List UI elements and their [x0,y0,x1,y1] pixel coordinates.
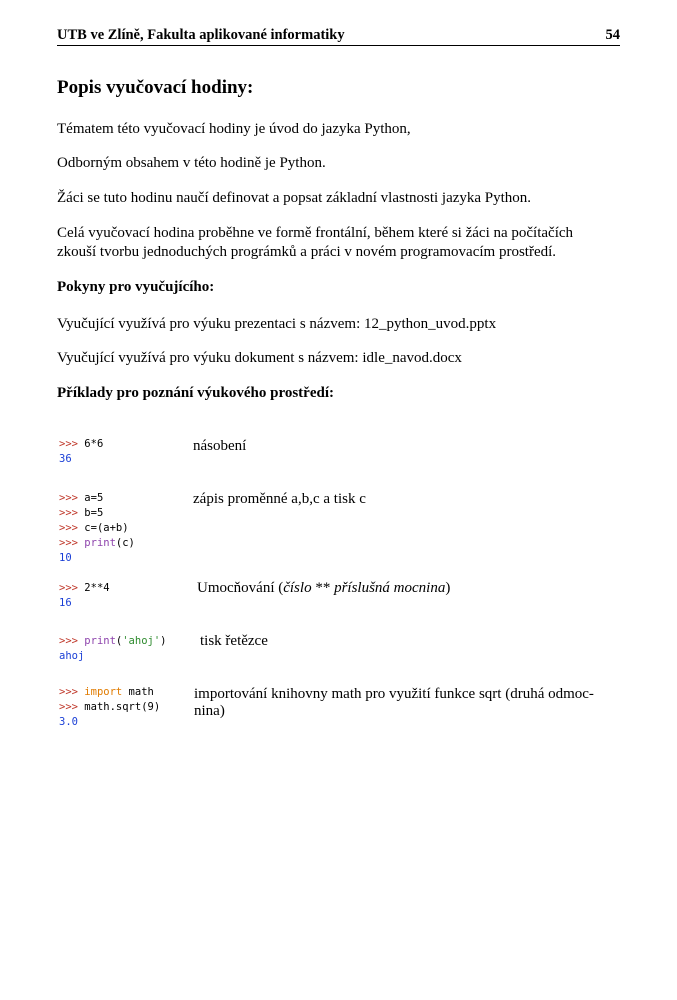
code-text: math [122,686,154,698]
code-output: ahoj [59,650,85,662]
pokyny-heading: Pokyny pro vyučujícího: [57,279,215,295]
prompt: >>> [59,701,85,713]
desc-line: nina) [194,703,225,719]
code-text: ( [115,635,123,647]
code-text: a=5 [84,492,104,504]
paragraph-goal: Žáci se tuto hodinu naučí definovat a popsat základní vlastnosti jazyka Python. [57,190,532,206]
code-builtin: print [84,537,116,549]
code-example-print-string [59,634,167,664]
pokyny-item-presentation: Vyučující využívá pro výuku prezentaci s názvem: 12_python_uvod.pptx [57,316,497,332]
desc-text: Umocňování ( [197,580,284,596]
code-output: 16 [59,597,72,609]
examples-heading: Příklady pro poznání výukového prostředí: [57,385,334,401]
code-builtin: print [84,635,116,647]
code-string: 'ahoj' [122,635,161,647]
prompt: >>> [59,522,85,534]
desc-text: ) [445,580,451,596]
desc-text: ** [311,580,335,596]
code-example-power [59,581,110,611]
desc-import [194,686,614,720]
paragraph-topic: Tématem této vyučovací hodiny je úvod do jazyka Python, [57,121,411,137]
paragraph-form-line1: Celá vyučovací hodina proběhne ve formě frontální, během které si žáci na počítačích [57,225,574,241]
code-example-variables [59,491,135,566]
code-text: c=(a+b) [84,522,129,534]
pokyny-item-document: Vyučující využívá pro výuku dokument s názvem: idle_navod.docx [57,350,462,366]
desc-multiply: násobení [193,438,247,454]
desc-italic: číslo [283,580,312,596]
code-text: b=5 [84,507,104,519]
code-output: 3.0 [59,716,78,728]
page-header [57,27,620,46]
page-number: 54 [605,27,620,43]
prompt: >>> [59,492,85,504]
code-example-import [59,685,160,730]
code-example-multiply [59,437,103,467]
desc-line: importování knihovny math pro využití funkce sqrt (druhá odmoc- [194,686,594,702]
prompt: >>> [59,582,85,594]
prompt: >>> [59,537,85,549]
code-output: 10 [59,552,72,564]
code-text: 2**4 [84,582,110,594]
header-title: UTB ve Zlíně, Fakulta aplikované informatiky [57,27,345,43]
prompt: >>> [59,438,85,450]
prompt: >>> [59,686,85,698]
code-text: 6*6 [84,438,104,450]
paragraph-content: Odborným obsahem v této hodině je Python. [57,155,326,171]
desc-italic: příslušná mocnina [334,580,446,596]
paragraph-form-line2: zkouší tvorbu jednoduchých prográmků a práci v novém programovacím prostředí. [57,244,557,260]
desc-variables: zápis proměnné a,b,c a tisk c [193,491,366,507]
code-text: ) [160,635,167,647]
desc-print-string: tisk řetězce [200,633,268,649]
prompt: >>> [59,507,85,519]
prompt: >>> [59,635,85,647]
desc-power [197,580,450,597]
code-keyword: import [84,686,123,698]
code-text: math.sqrt(9) [84,701,161,713]
code-output: 36 [59,453,72,465]
code-text: (c) [115,537,135,549]
section-heading: Popis vyučovací hodiny: [57,77,254,98]
